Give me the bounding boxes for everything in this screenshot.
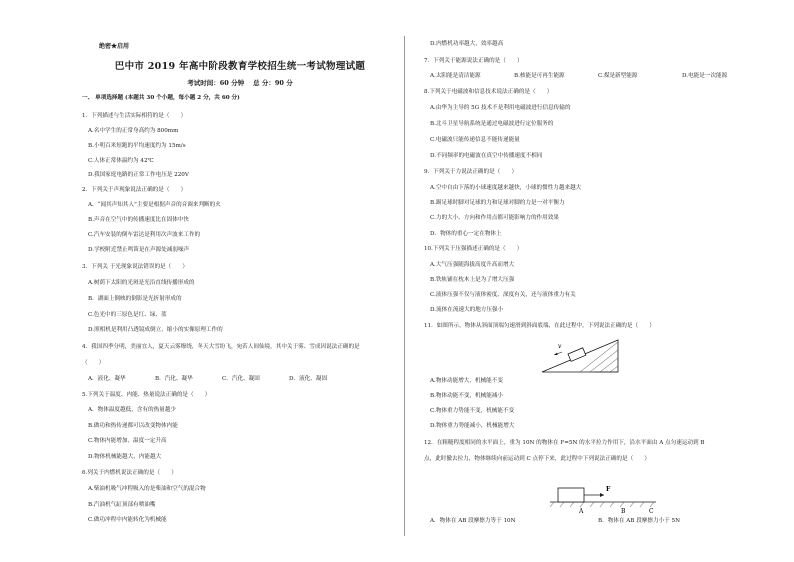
q8-option-d: D.不同频率的电磁波在真空中传播速度不相同 (430, 153, 543, 159)
ground-hatching (550, 502, 654, 507)
exam-info (82, 78, 398, 87)
q9-stem: 9．下列关于力说法正确的是（ ） (424, 169, 518, 175)
q3-stem: 3．下列关 于光现象说法错误的是（ ） (82, 264, 189, 270)
q4-option-a: A．液化、凝华 (88, 376, 126, 382)
q2-option-a: A．“闻其声知其人”主要是根据声音的音调来判断的火 (88, 202, 221, 208)
q4-options (88, 376, 356, 383)
q7-option-a: A.太阳能是清洁能源 (430, 73, 481, 79)
velocity-label: v (558, 343, 562, 350)
q9-option-c: C.力的大小、方向和作用点都可能影响力的作用效果 (430, 215, 559, 221)
velocity-arrowhead (554, 353, 558, 355)
point-a-label: A (579, 508, 584, 515)
q5-option-b: B.做功和热传递都可以改变物体内能 (88, 423, 178, 429)
q8-stem: 8.下列关于电磁波和信息技术说法正确的是（ ） (424, 89, 553, 95)
q6-option-a: A.柴油机吸气冲程吸入的是柴油和空气的混合物 (88, 486, 206, 492)
q7-option-b: B.核能是可再生能源 (514, 73, 565, 79)
q7-options (430, 73, 766, 80)
q2-option-b: B.声音在空气中的传播速度比在固体中快 (88, 217, 189, 223)
q10-option-d: D.流体在流速大的地方压强小 (430, 307, 504, 313)
q5-option-a: A．物体温度越低，含有的热量越少 (88, 407, 176, 413)
q6-option-c: C.做功冲程中内能转化为机械能 (88, 517, 167, 523)
q9-option-d: D．物体的重心一定在物体上 (430, 231, 502, 237)
q2-option-d: D.学校附近禁止鸣笛是在声源处减弱噪声 (88, 247, 190, 253)
q1-option-d: D.我国家庭电路的正常工作电压是 220V (88, 172, 189, 178)
q12-option-a: A．物体在 AB 段摩擦力等于 10N (430, 518, 516, 524)
q4-option-d: D．液化、凝固 (289, 376, 328, 382)
q1-stem: 1．下列描述与生活实际相符的是（ ） (82, 113, 187, 119)
q12-option-b: B．物体在 AB 段摩擦力小于 5N (598, 518, 680, 524)
q4-stem: 4．我国四季分明，美丽宜人，夏天云雾缭绕，冬天大雪纷飞，宛若人间仙境，其中关于雾、雪成因说法正确的是 (82, 344, 360, 350)
q7-option-d: D.电能是一次能源 (682, 73, 728, 79)
q1-option-a: A.名中学生的正常身高约为 800mm (88, 128, 179, 134)
q4-option-c: C．汽化、凝固 (222, 376, 260, 382)
q9-option-a: A.空中自由下落的小球速度越来越快，小球的惯性力越来越大 (430, 185, 582, 191)
q2-stem: 2．下列关于声现象说法正确的是（ ） (82, 187, 187, 193)
secret-mark: 绝密★启用 (99, 43, 130, 50)
q3-option-c: C.色光中的三原色是红、绿、蓝 (88, 312, 167, 318)
q3-option-a: A.树荫下太阳的光斑是光沿直线传播形成的 (88, 280, 195, 286)
q2-option-c: C.汽车安装的倒车雷达是利用次声波来工作的 (88, 232, 201, 238)
sliding-block (568, 348, 586, 362)
q1-option-b: B.小明百米短跑的平均速度约为 15m/s (88, 143, 186, 149)
q6-stem: 6.列关于内燃机说法正确的是（ ） (82, 470, 177, 476)
q12-stem: 12．在粗糙程度相同的水平面上，重为 10N 的物体在 F=5N 的水平拉力作用下，沿水平面由 A 点匀速运动到 B (424, 440, 705, 446)
q5-option-d: D.物体机械能越大，内能越大 (88, 454, 162, 460)
section-heading: 一、 单项选择题 (本题共 30 个小题，每小题 2 分，共 60 分) (82, 95, 240, 101)
force-arrowhead (600, 493, 604, 497)
q7-stem: 7．下列关于能源说法正确的是（ ） (424, 58, 523, 64)
q6-option-b: B.汽油机气缸顶部有喷油嘴 (88, 502, 156, 508)
q8-option-a: A.由华为主导的 5G 技术不是利用电磁波进行信息传输的 (430, 105, 571, 111)
q3-option-b: B．湖面上倒映的倒影是光折射形成的 (88, 296, 182, 302)
force-label: F (606, 486, 611, 493)
q11-stem: 11．如图所示，物体从斜面顶端匀速滑到斜面底端，在此过程中，下列说法正确的是（ ） (424, 323, 655, 329)
total-label: 总 分： (253, 79, 275, 87)
incline-hatching (580, 342, 618, 372)
column-divider (404, 36, 405, 536)
q5-stem: 5.下列关于温度、内能、热量说法正确的是（ ） (82, 392, 211, 398)
q1-option-c: C.人体正常体温约为 42℃ (88, 158, 154, 164)
block (558, 488, 584, 502)
total-value: 90 分 (274, 79, 293, 87)
q8-option-b: B.北斗卫星导航系统是通过电磁波进行定位服务的 (430, 121, 554, 127)
q9-option-b: B.踢足球时脚对足球的力和足球对脚的力是一对平衡力 (430, 200, 565, 206)
q11-option-d: D.物体重力势能减小，机械能增大 (430, 423, 515, 429)
q3-option-d: D.照相机是利用凸透镜成倒立，缩小的实像原理工作的 (88, 327, 223, 333)
q11-option-a: A.物体动能增大，机械能不变 (430, 378, 503, 384)
point-b-label: B (621, 508, 626, 515)
q10-option-c: C.液体压强不仅与液体密度、深度有关，还与液体重力有关 (430, 292, 576, 298)
horizontal-force-figure (546, 476, 666, 516)
q8-option-c: C.电磁波只能传递信息不能传递能量 (430, 137, 520, 143)
q11-option-c: C.物体重力势能不变，机械能不变 (430, 408, 515, 414)
q6-option-d: D.内燃机功率越大，效率越高 (430, 41, 504, 47)
exam-time-label: 考试时间： (187, 79, 220, 87)
q4-stem-cont: （ ） (82, 360, 105, 366)
q7-option-c: C.煤是新型能源 (598, 73, 638, 79)
q4-option-b: B．汽化、凝华 (155, 376, 193, 382)
point-c-label: C (649, 508, 654, 515)
q11-option-b: B.物体动能不变，机械能减小 (430, 393, 504, 399)
incline-figure (534, 332, 624, 377)
q5-option-c: C.物体内能增加，温度一定升高 (88, 438, 167, 444)
q10-stem: 10.下列关于压强描述正确的是（ ） (424, 246, 523, 252)
q12-stem-cont: 点，此时撤去拉力，物体继续向前运动到 C 点停下来，此过程中下列说法正确的是（ ） (424, 456, 650, 462)
exam-time-value: 60 分钟 (219, 79, 245, 87)
page-title: 巴中市 2019 年高中阶段教育学校招生统一考试物理试题 (114, 61, 366, 72)
q10-option-b: B.铁轨铺在枕木上是为了增大压强 (430, 277, 515, 283)
q10-option-a: A.大气压强随海拔高度升高而增大 (430, 262, 515, 268)
